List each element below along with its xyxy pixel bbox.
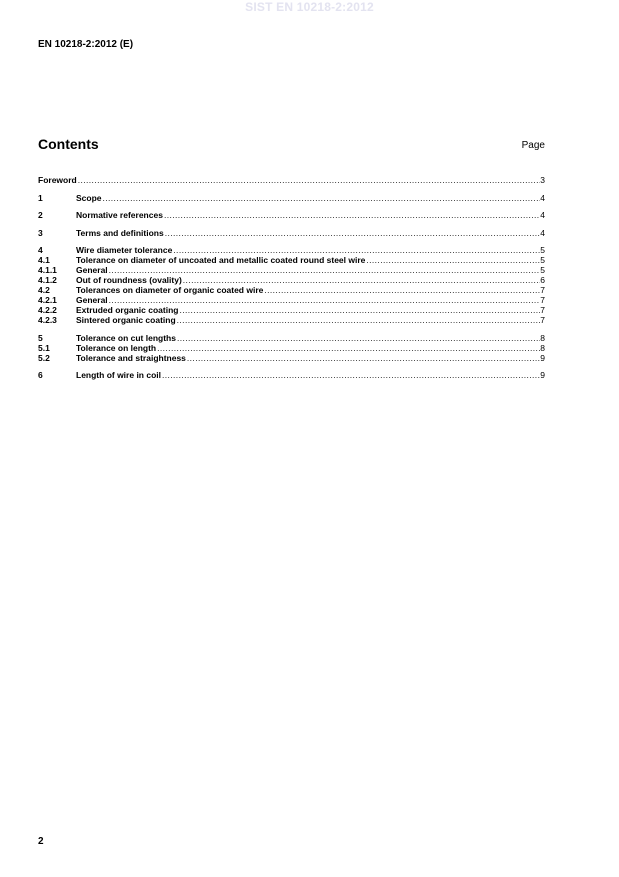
toc-entry-number: 5.1 [38, 342, 50, 353]
toc-leader-dots [109, 265, 541, 275]
toc-entry-page: 5 [540, 245, 545, 255]
contents-heading: Contents [38, 136, 99, 152]
toc-leader-dots [109, 295, 541, 305]
toc-leader-dots [165, 228, 541, 238]
toc-entry-title: Tolerance on diameter of uncoated and metallic coated round steel wire [76, 255, 366, 265]
toc-entry-title: Terms and definitions [76, 227, 164, 238]
toc-entry-number: 2 [38, 210, 43, 220]
toc-entry-5-1[interactable] [38, 343, 545, 353]
toc-entry-page: 4 [540, 210, 545, 220]
toc-entry-title: Tolerance on cut lengths [76, 332, 176, 343]
toc-entry-number: 5 [38, 332, 43, 343]
toc-entry-2[interactable] [38, 210, 545, 220]
toc-leader-dots [187, 353, 540, 363]
toc-entry-title: Length of wire in coil [76, 370, 161, 380]
toc-entry-page: 7 [540, 285, 545, 295]
toc-leader-dots [177, 333, 540, 343]
toc-entry-page: 4 [540, 192, 545, 203]
watermark: SIST EN 10218-2:2012 [245, 0, 374, 14]
toc-entry-number: 4.1.1 [38, 265, 57, 275]
toc-entry-title: Out of roundness (ovality) [76, 275, 182, 285]
toc-entry-foreword[interactable] [38, 175, 545, 185]
toc-entry-number: 6 [38, 370, 43, 380]
toc-leader-dots [162, 370, 540, 380]
toc-entry-title: General [76, 265, 108, 275]
toc-entry-6[interactable] [38, 370, 545, 380]
toc-entry-page: 8 [540, 342, 545, 353]
document-id-header: EN 10218-2:2012 (E) [38, 39, 134, 50]
toc-entry-title: Tolerances on diameter of organic coated wire [76, 285, 264, 295]
page-number: 2 [38, 836, 44, 847]
toc-entry-title: Scope [76, 192, 102, 203]
toc-entry-number: 4.2.3 [38, 315, 57, 325]
toc-entry-number: 4.2.2 [38, 305, 57, 315]
toc-entry-number: 4.2 [38, 285, 50, 295]
toc-entry-title: Foreword [38, 175, 77, 185]
toc-entry-4-2-3[interactable] [38, 315, 545, 325]
toc-entry-title: Sintered organic coating [76, 315, 176, 325]
toc-entry-title: General [76, 295, 108, 305]
toc-entry-page: 6 [540, 275, 545, 285]
toc-entry-4[interactable] [38, 245, 545, 255]
toc-entry-number: 3 [38, 227, 43, 238]
toc-entry-page: 7 [540, 295, 545, 305]
toc-entry-4-1-2[interactable] [38, 275, 545, 285]
toc-entry-number: 4 [38, 245, 43, 255]
page-column-label: Page [521, 140, 545, 151]
toc-entry-number: 5.2 [38, 352, 50, 363]
toc-entry-4-2-2[interactable] [38, 305, 545, 315]
toc-entry-page: 5 [540, 255, 545, 265]
toc-entry-4-1-1[interactable] [38, 265, 545, 275]
toc-leader-dots [183, 275, 540, 285]
toc-leader-dots [103, 193, 541, 203]
toc-entry-title: Normative references [76, 210, 163, 220]
table-of-contents [38, 175, 545, 380]
toc-leader-dots [264, 285, 540, 295]
toc-entry-title: Wire diameter tolerance [76, 245, 173, 255]
toc-entry-4-2-1[interactable] [38, 295, 545, 305]
toc-entry-title: Tolerance on length [76, 342, 157, 353]
toc-leader-dots [78, 175, 541, 185]
toc-entry-4-2[interactable] [38, 285, 545, 295]
toc-entry-3[interactable] [38, 228, 545, 238]
toc-entry-number: 4.1 [38, 255, 50, 265]
toc-entry-5-2[interactable] [38, 353, 545, 363]
toc-leader-dots [366, 255, 540, 265]
toc-leader-dots [164, 210, 540, 220]
toc-entry-page: 9 [540, 352, 545, 363]
toc-leader-dots [157, 343, 540, 353]
toc-entry-title: Extruded organic coating [76, 305, 179, 315]
toc-entry-page: 7 [540, 305, 545, 315]
toc-leader-dots [173, 245, 540, 255]
toc-entry-5[interactable] [38, 333, 545, 343]
toc-entry-1[interactable] [38, 193, 545, 203]
toc-entry-page: 4 [540, 227, 545, 238]
toc-leader-dots [180, 305, 541, 315]
toc-entry-page: 3 [540, 175, 545, 185]
toc-entry-4-1[interactable] [38, 255, 545, 265]
toc-entry-number: 4.2.1 [38, 295, 57, 305]
toc-leader-dots [177, 315, 541, 325]
toc-entry-title: Tolerance and straightness [76, 352, 186, 363]
toc-entry-page: 9 [540, 370, 545, 380]
toc-entry-number: 1 [38, 192, 43, 203]
toc-entry-page: 5 [540, 265, 545, 275]
toc-entry-page: 8 [540, 332, 545, 343]
toc-entry-page: 7 [540, 315, 545, 325]
toc-entry-number: 4.1.2 [38, 275, 57, 285]
